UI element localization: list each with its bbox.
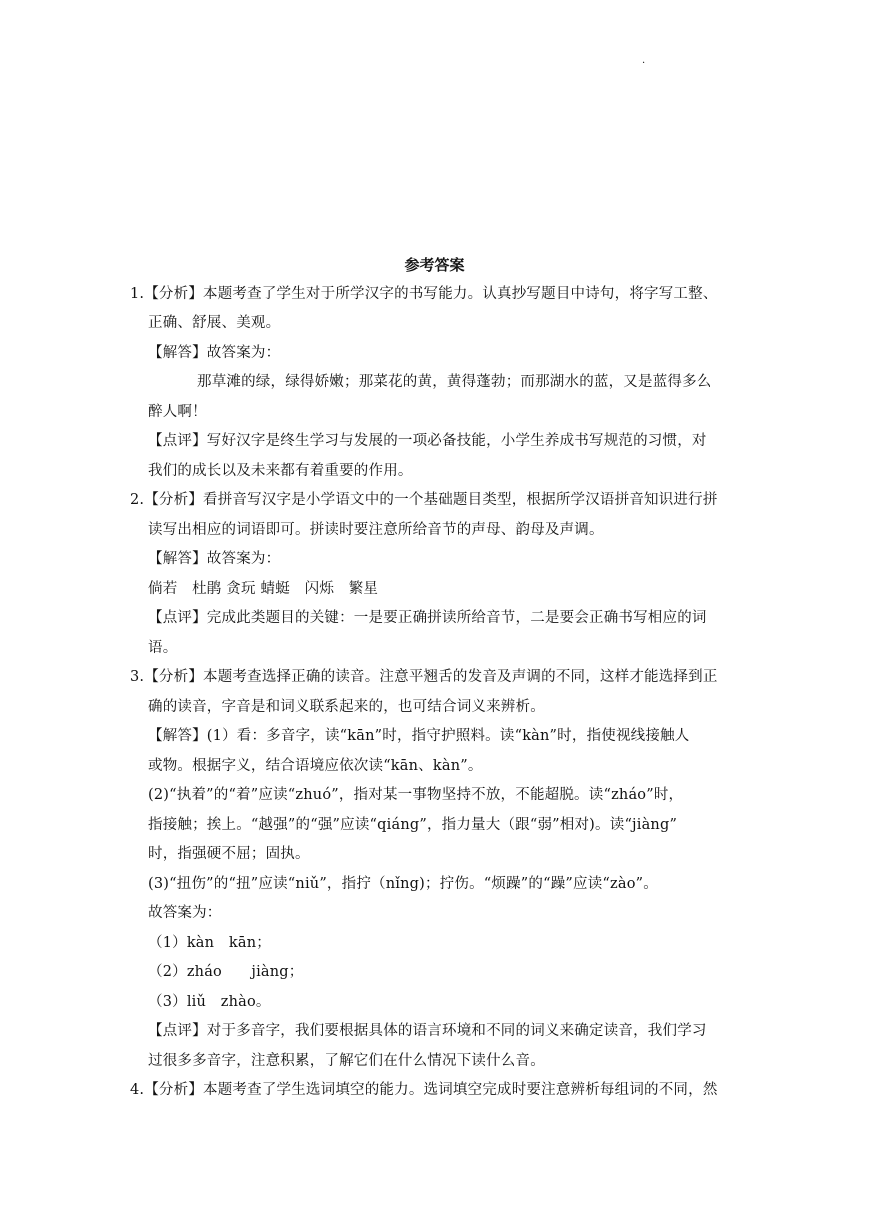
page-title: 参考答案 [404, 256, 465, 274]
text-line: 【点评】完成此类题目的关键：一是要正确拼读所给音节，二是要会正确书写相应的词 [148, 610, 707, 626]
text-line: (3)“扭伤”的“扭”应读“niǔ”，指拧（nǐng)；拧伤。“烦躁”的“躁”应读“zào”。 [148, 876, 658, 892]
text-line: 【点评】对于多音字，我们要根据具体的语言环境和不同的词义来确定读音，我们学习 [148, 1023, 707, 1039]
text-line: 正确、舒展、美观。 [148, 315, 281, 331]
text-line: 或物。根据字义，结合语境应依次读“kān、kàn”。 [148, 758, 483, 774]
text-line: 【解答】故答案为： [148, 551, 281, 567]
text-line: 语。 [148, 640, 178, 656]
text-line: 过很多多音字，注意积累，了解它们在什么情况下读什么音。 [148, 1053, 545, 1069]
text-line: 【解答】故答案为： [148, 345, 281, 361]
header-dot: . [642, 55, 646, 66]
text-line: （1）kàn kān； [148, 935, 271, 951]
text-line: 读写出相应的词语即可。拼读时要注意所给音节的声母、韵母及声调。 [148, 522, 604, 538]
text-line: 【解答】(1）看：多音字，读“kān”时，指守护照料。读“kàn”时，指使视线接触人 [148, 728, 690, 744]
text-line: 我们的成长以及未来都有着重要的作用。 [148, 463, 413, 479]
text-line: 1.【分析】本题考查了学生对于所学汉字的书写能力。认真抄写题目中诗句，将字写工整、 [130, 286, 718, 302]
text-line: 4.【分析】本题考查了学生选词填空的能力。选词填空完成时要注意辨析每组词的不同，然 [130, 1082, 718, 1098]
text-line: 3.【分析】本题考查选择正确的读音。注意平翘舌的发音及声调的不同，这样才能选择到正 [130, 669, 718, 685]
text-line: 故答案为： [148, 905, 222, 921]
text-line: 指接触；挨上。“越强”的“强”应读“qiáng”，指力量大（跟“弱”相对)。读“jiàng” [148, 817, 678, 833]
text-line: （2）zháo jiàng； [148, 964, 304, 980]
text-line: 那草滩的绿，绿得娇嫩；那菜花的黄，黄得蓬勃；而那湖水的蓝，又是蓝得多么 [197, 374, 712, 390]
text-line: 确的读音，字音是和词义联系起来的，也可结合词义来辨析。 [148, 699, 545, 715]
text-line: （3）liǔ zhào。 [148, 994, 271, 1010]
text-line: 倘若 杜鹃 贪玩 蜻蜓 闪烁 繁星 [148, 581, 379, 597]
text-line: 醉人啊！ [148, 404, 207, 420]
text-line: 【点评】写好汉字是终生学习与发展的一项必备技能，小学生养成书写规范的习惯，对 [148, 433, 707, 449]
text-line: 时，指强硬不屈；固执。 [148, 846, 310, 862]
text-line: 2.【分析】看拼音写汉字是小学语文中的一个基础题目类型，根据所学汉语拼音知识进行拼 [130, 492, 718, 508]
text-line: (2)“执着”的“着”应读“zhuó”，指对某一事物坚持不放，不能超脱。读“zháo”时， [148, 787, 684, 803]
